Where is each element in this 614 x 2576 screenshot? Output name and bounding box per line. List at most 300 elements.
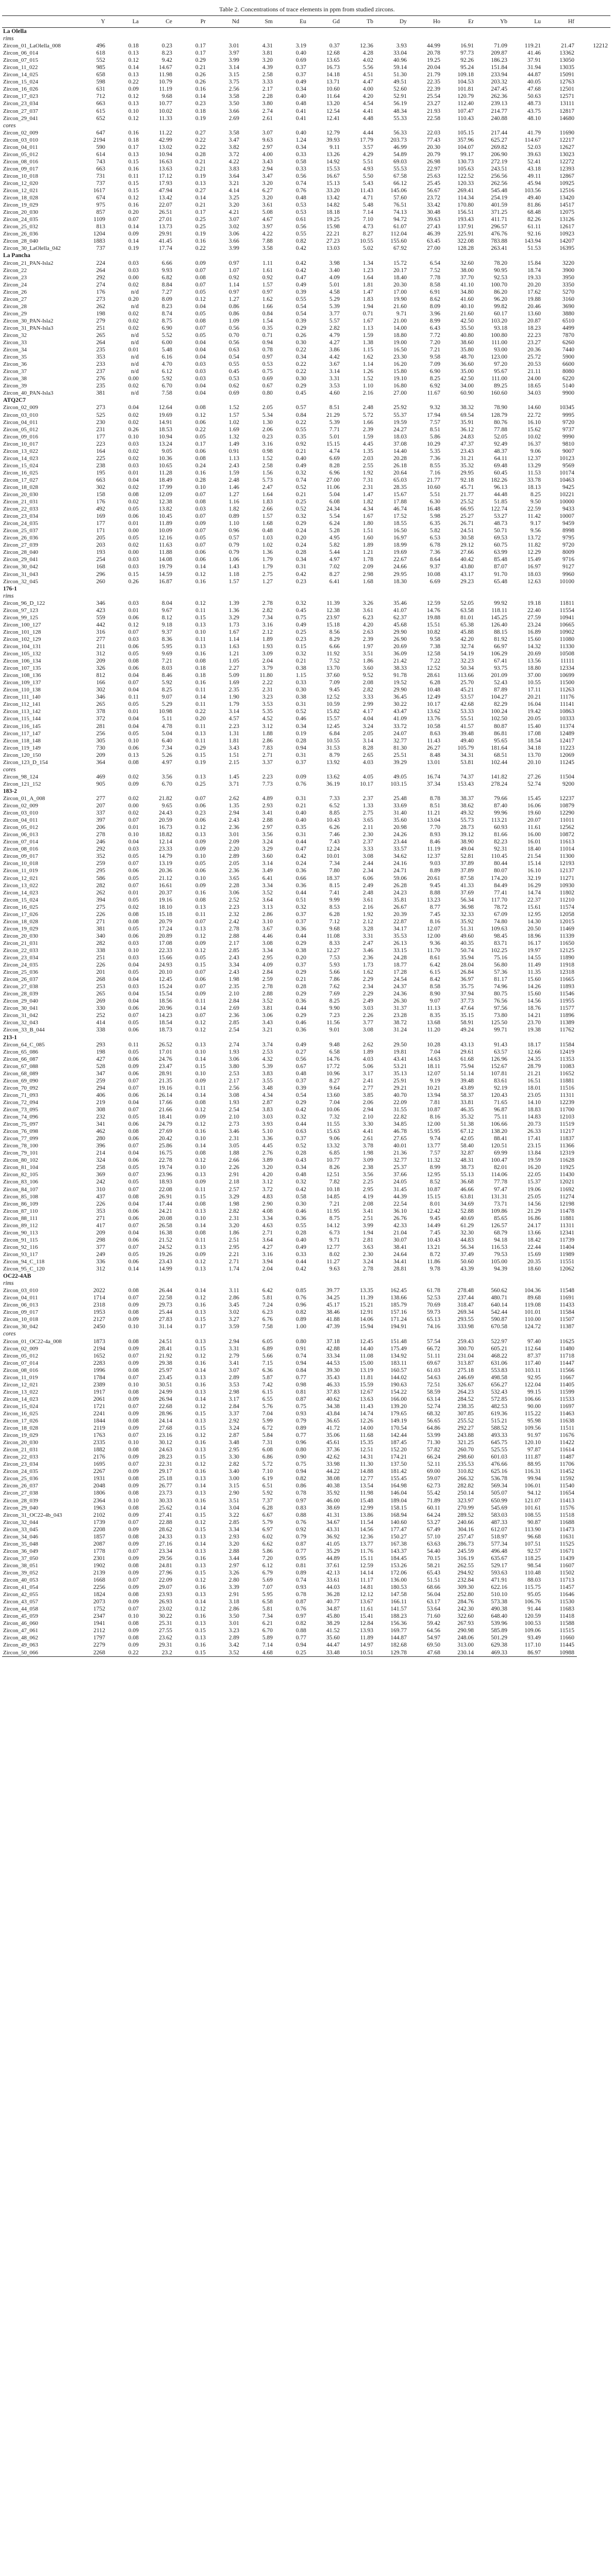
value-cell: 5.44 [329,549,340,556]
value-cell: 1.27 [228,492,239,498]
value-cell: 18.30 [393,578,407,585]
value-cell: 11339 [559,933,574,939]
value-cell: 0.00 [128,803,139,809]
value-cell: 20.46 [527,303,541,310]
value-cell: 0.12 [195,1121,206,1128]
value-cell: 0.13 [195,1476,206,1482]
value-cell: 7.72 [429,332,440,338]
value-cell: 0.54 [295,1092,306,1098]
value-cell: 226 [96,1200,105,1207]
value-cell: 394 [96,896,105,903]
value-cell: 24.05 [393,1179,407,1185]
value-cell: 11925 [559,1164,574,1171]
value-cell: 0.13 [195,1388,206,1395]
value-cell: 2194 [93,1345,105,1352]
value-cell: 12.95 [527,911,541,918]
value-cell: 0.39 [295,1084,306,1091]
table-row [2,1084,610,1092]
value-cell: 12.77 [360,1476,373,1482]
value-cell: 231.04 [457,1352,474,1359]
value-cell: 1.10 [228,520,239,527]
value-cell: 20.73 [527,1121,541,1128]
value-cell: 88.41 [494,1136,507,1142]
table-row [2,1208,610,1215]
value-cell: 1.97 [362,643,373,650]
value-cell: 3.16 [262,440,273,447]
value-cell: 21.79 [427,72,440,78]
value-cell: 18.40 [527,846,541,853]
value-cell: 6.67 [262,1512,273,1518]
value-cell: 15.60 [527,976,541,983]
analysis-id-cell: Zircon_12_020 [3,180,38,187]
value-cell: 25.92 [393,404,407,411]
value-cell: 258 [96,1164,105,1171]
value-cell: 35.46 [393,600,407,606]
table-row [2,1222,610,1229]
value-cell: 49.24 [460,1027,474,1033]
analysis-id-cell: Zircon_22_033 [3,947,38,954]
value-cell: 19.81 [393,1048,407,1055]
value-cell: 36.19 [326,781,340,787]
analysis-id-cell: Zircon_22_033 [3,1454,38,1461]
value-cell: 27.23 [326,238,340,245]
value-cell: 8.02 [329,1251,340,1258]
value-cell: 51.11 [427,1352,440,1359]
value-cell: 11515 [559,1628,574,1634]
table-row [2,1388,610,1396]
table-row [2,686,610,693]
value-cell: 321.25 [457,1439,474,1446]
value-cell: 19.18 [527,600,541,606]
value-cell: 46.00 [326,1497,340,1504]
value-cell: 10863 [559,708,574,715]
value-cell: 0.38 [295,947,306,954]
value-cell: 13.21 [427,1244,440,1250]
value-cell: 32.60 [460,260,474,266]
value-cell: 28.96 [159,1410,172,1417]
value-cell: 11.13 [427,1005,440,1012]
value-cell: 1.35 [362,448,373,454]
value-cell: 19.16 [159,1084,172,1091]
value-cell: 120.79 [457,93,474,100]
value-cell: 27.00 [326,477,340,483]
value-cell: 10.29 [427,440,440,447]
value-cell: 3.14 [362,737,373,744]
value-cell: 3.46 [362,947,373,954]
value-cell: 5.39 [262,1063,273,1070]
table-row [2,947,610,954]
value-cell: 91.44 [527,1606,541,1613]
value-cell: 2.43 [228,955,239,961]
value-cell: 113.90 [524,1526,541,1533]
value-cell: 167.38 [390,1540,407,1547]
value-cell: 259 [96,860,105,867]
value-cell: 13.24 [159,440,172,447]
value-cell: 0.12 [128,621,139,628]
value-cell: 0.06 [128,1157,139,1164]
value-cell: 17.24 [159,925,172,932]
column-header: Tb [367,19,373,25]
value-cell: 4.57 [228,716,239,722]
value-cell: 3.12 [262,1179,273,1185]
value-cell: 11896 [559,1012,574,1019]
value-cell: 68.48 [527,209,541,216]
value-cell: 49.04 [460,846,474,853]
value-cell: 24.07 [393,730,407,737]
value-cell: 0.44 [295,933,306,939]
analysis-id-cell: Zircon_28_040 [3,238,38,245]
value-cell: 0.91 [228,448,239,454]
value-cell: 0.28 [295,984,306,990]
value-cell: 1873 [93,1338,105,1345]
analysis-id-cell: Zircon_27_038 [3,984,38,990]
table-row [2,1512,610,1519]
analysis-id-cell: Zircon_25_037 [3,528,38,534]
value-cell: 96.20 [494,296,507,302]
value-cell: 6.69 [329,455,340,462]
value-cell: 2267 [93,1468,105,1475]
value-cell: 0.11 [128,1041,139,1048]
value-cell: 10.43 [427,1236,440,1243]
value-cell: 2283 [93,1360,105,1366]
table-row [2,773,610,781]
value-cell: 10007 [559,513,574,520]
value-cell: 282.82 [457,1483,474,1489]
value-cell: 23.73 [159,1490,172,1497]
value-cell: 3.52 [262,998,273,1005]
value-cell: 7.04 [262,1410,273,1417]
value-cell: 598 [96,79,105,86]
column-header [2,16,74,28]
value-cell: 17.12 [159,173,172,179]
value-cell: 10.60 [427,484,440,490]
analysis-id-cell: Zircon_29 [3,310,27,317]
value-cell: 48.73 [527,100,541,107]
value-cell: 69.50 [427,1642,440,1649]
value-cell: 0.09 [128,1410,139,1417]
value-cell: 730 [96,744,105,751]
value-cell: 5.09 [228,672,239,679]
value-cell: 0.25 [295,499,306,505]
value-cell: 11011 [560,817,574,824]
value-cell: 262 [96,303,105,310]
value-cell: 273 [96,404,105,411]
value-cell: 3.07 [262,129,273,136]
table-row [2,1482,610,1489]
value-cell: 8.27 [329,1077,340,1084]
value-cell: 11697 [559,1403,574,1410]
value-cell: 3.66 [228,238,239,245]
value-cell: 8.78 [429,795,440,802]
value-cell: 2.93 [262,803,273,809]
value-cell: 12.07 [427,925,440,932]
value-cell: 38.32 [460,404,474,411]
value-cell: 0.69 [295,57,306,64]
value-cell: 24.28 [393,955,407,961]
value-cell: 0.12 [195,1352,206,1359]
value-cell: 18.77 [393,962,407,969]
table-row [2,332,610,339]
analysis-id-cell: Zircon_13_022 [3,882,38,889]
value-cell: 0.16 [195,238,206,245]
value-cell: 55.13 [460,1172,474,1178]
value-cell: 0.12 [195,600,206,606]
value-cell: n/d [131,289,139,295]
value-cell: 401.59 [491,202,507,209]
value-cell: 9.69 [161,651,172,657]
value-cell: 2.08 [362,1200,373,1207]
value-cell: 0.09 [195,991,206,997]
value-cell: 11.08 [326,933,340,939]
analysis-id-cell: Zircon_10_018 [3,173,38,179]
value-cell: 0.22 [295,361,306,368]
value-cell: 46.78 [393,1128,407,1135]
value-cell: 25.63 [427,173,440,179]
value-cell: 106.66 [524,1396,541,1402]
value-cell: 30.22 [159,1613,172,1620]
value-cell: 40.80 [460,332,474,338]
value-cell: 11473 [559,1526,574,1533]
value-cell: 647 [96,129,105,136]
sample-group-row [2,252,610,259]
value-cell: 0.40 [295,1236,306,1243]
value-cell: 6.66 [161,260,172,266]
value-cell: 0.09 [128,1483,139,1489]
value-cell: 13.94 [427,1092,440,1098]
value-cell: 265 [96,332,105,338]
value-cell: 11584 [559,1309,574,1316]
value-cell: 0.08 [128,1418,139,1425]
value-cell: 0.09 [195,882,206,889]
value-cell: 1.82 [228,506,239,513]
value-cell: 0.75 [295,1461,306,1468]
value-cell: 1.51 [228,752,239,758]
value-cell: 635.67 [491,1555,507,1562]
value-cell: 11480 [559,1345,574,1352]
value-cell: 3.85 [362,1092,373,1098]
value-cell: 73.80 [494,1012,507,1019]
value-cell: 11.33 [159,115,172,122]
value-cell: 2.95 [362,1186,373,1193]
value-cell: 712 [96,93,105,100]
value-cell: 5.87 [262,1374,273,1381]
value-cell: 25.62 [159,1504,172,1511]
value-cell: 12103 [559,1114,574,1121]
value-cell: 0.37 [295,64,306,71]
value-cell: 2.69 [228,115,239,122]
value-cell: 0.35 [295,824,306,831]
table-row [2,462,610,469]
value-cell: 3.06 [262,1012,273,1019]
value-cell: 12239 [559,1099,574,1106]
value-cell: 0.05 [128,1164,139,1171]
value-cell: 7.02 [329,564,340,570]
value-cell: 1963 [93,1504,105,1511]
value-cell: 0.01 [128,889,139,896]
value-cell: 4.63 [262,1222,273,1229]
value-cell: 3.06 [228,231,239,238]
analysis-id-cell: Zircon_09_016 [3,433,38,440]
value-cell: 37.60 [326,672,340,679]
value-cell: 0.10 [195,629,206,635]
value-cell: 0.11 [128,173,139,179]
value-cell: 33.69 [393,803,407,809]
value-cell: 18.76 [527,1005,541,1012]
value-cell: 586 [96,875,105,882]
value-cell: 86.97 [510,1649,543,1657]
analysis-id-cell: Zircon_26_036 [3,535,38,541]
table-row [2,505,610,513]
analysis-id-cell: Zircon_23_034 [3,1461,38,1468]
value-cell: 12.37 [527,455,541,462]
value-cell: 46.66 [460,1186,474,1193]
value-cell: 37.49 [460,1251,474,1258]
value-cell: 12.00 [427,1121,440,1128]
value-cell: 0.05 [128,701,139,708]
table-row [2,361,610,368]
value-cell: 91.97 [527,1432,541,1439]
value-cell: 13.02 [159,144,172,150]
value-cell: 2.56 [228,86,239,93]
value-cell: 43.84 [326,1410,340,1417]
value-cell: 545.69 [491,1504,507,1511]
value-cell: 1.16 [228,499,239,505]
value-cell: 11706 [559,1461,574,1468]
value-cell: 19.42 [527,708,541,715]
value-cell: 10.87 [427,1107,440,1113]
value-cell: 44.03 [326,1584,340,1591]
value-cell: 0.42 [295,267,306,274]
analysis-id-cell: Zircon_27_038 [3,1490,38,1497]
value-cell: 0.05 [128,730,139,737]
value-cell: 0.29 [295,520,306,527]
analysis-id-cell: Zircon_11_019 [3,1374,38,1381]
value-cell: 162.45 [390,1287,407,1294]
value-cell: 100.47 [491,1157,507,1164]
value-cell: 0.08 [128,1338,139,1345]
value-cell: 166.00 [390,1396,407,1402]
value-cell: 619.36 [491,1410,507,1417]
value-cell: 114.06 [491,1172,507,1178]
value-cell: 24.21 [159,1208,172,1214]
analysis-id-cell: Zircon_29_040 [3,1504,38,1511]
value-cell: 282 [96,882,105,889]
value-cell: 22.03 [427,129,440,136]
value-cell: 0.05 [128,1020,139,1026]
analysis-id-cell: Zircon_48_062 [3,1635,38,1641]
value-cell: 12.42 [427,1208,440,1214]
value-cell: 7.86 [329,976,340,983]
value-cell: 0.97 [228,289,239,295]
value-cell: 56.67 [427,188,440,194]
value-cell: 298 [96,1236,105,1243]
value-cell: 0.11 [195,723,206,730]
value-cell: 0.30 [295,687,306,693]
value-cell: 11.67 [427,390,440,397]
value-cell: 45.21 [460,687,474,693]
value-cell: 0.07 [128,1295,139,1301]
value-cell: 2318 [93,1302,105,1309]
analysis-id-cell: Zircon_26 [3,289,27,295]
value-cell: 181.64 [491,744,507,751]
value-cell: 3.58 [262,245,273,252]
value-cell: 0.25 [275,1649,309,1657]
value-cell: 32.77 [393,1157,407,1164]
value-cell: 56.65 [427,1418,440,1425]
value-cell: 6.30 [429,499,440,505]
value-cell: 2.22 [262,680,273,686]
value-cell: 10699 [559,672,574,679]
value-cell: 18.56 [159,998,172,1005]
value-cell: 99.71 [494,1027,507,1033]
value-cell: 2.93 [228,1533,239,1540]
value-cell: 1.21 [228,651,239,657]
value-cell: 23.47 [159,1063,172,1070]
value-cell: 187.45 [390,1439,407,1446]
analysis-id-cell: Zircon_27_039 [3,542,38,549]
value-cell: 113.66 [457,672,474,679]
value-cell: 11638 [559,1418,574,1425]
value-cell: 2.95 [228,1244,239,1250]
value-cell: 0.44 [295,1258,306,1265]
value-cell: 13.42 [159,195,172,201]
value-cell: 4.09 [262,962,273,969]
value-cell: 37.91 [527,57,541,64]
value-cell: 0.15 [195,1063,206,1070]
value-cell: 14.99 [159,1266,172,1273]
value-cell: 11667 [559,1374,574,1381]
value-cell: 0.11 [195,636,206,642]
value-cell: 1.92 [362,469,373,476]
value-cell: 3.17 [362,1070,373,1077]
value-cell: 3.20 [228,1540,239,1547]
value-cell: 0.05 [128,853,139,860]
value-cell: 160.57 [390,1367,407,1374]
value-cell: 0.18 [128,137,139,143]
value-cell: 26.18 [393,462,407,469]
value-cell: 0.27 [195,129,206,136]
value-cell: 0.06 [195,448,206,454]
value-cell: 0.02 [128,317,139,324]
value-cell: 27.00 [427,245,440,252]
value-cell: 336 [96,1258,105,1265]
value-cell: 0.55 [295,426,306,433]
value-cell: 52.91 [393,93,407,100]
analysis-id-cell: Zircon_105_132 [3,651,41,657]
value-cell: 26.44 [159,1287,172,1294]
value-cell: 3.31 [228,1345,239,1352]
value-cell: 38.69 [326,1504,340,1511]
value-cell: 0.33 [295,165,306,172]
value-cell: 302 [96,484,105,490]
value-cell: 1.89 [362,1048,373,1055]
value-cell: 66.72 [427,1345,440,1352]
value-cell: 1.93 [228,1048,239,1055]
value-cell: 2.91 [228,1591,239,1598]
value-cell: 0.38 [295,694,306,701]
value-cell: 2.36 [228,868,239,874]
value-cell: 3.01 [228,832,239,838]
value-cell: 13.70 [527,752,541,758]
value-cell: 6.72 [262,1425,273,1432]
analysis-id-cell: Zircon_04_011 [3,144,38,150]
value-cell: 411.71 [491,216,507,223]
value-cell: 3.34 [228,962,239,969]
value-cell: 462 [96,1128,105,1135]
value-cell: 0.13 [195,1338,206,1345]
value-cell: 63.17 [427,1599,440,1605]
value-cell: 4.78 [161,723,172,730]
